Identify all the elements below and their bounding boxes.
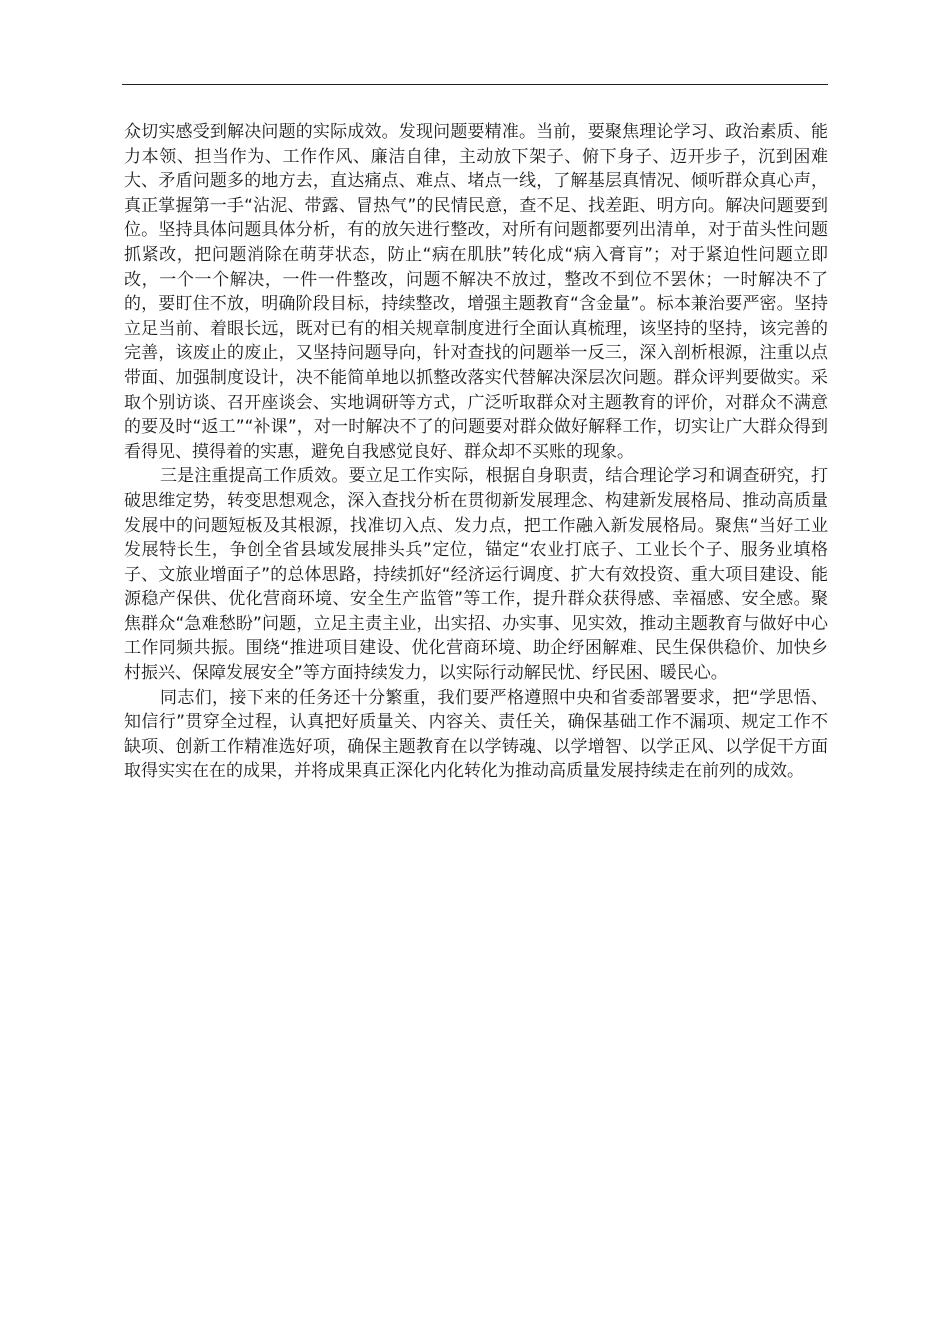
header-rule	[122, 84, 828, 85]
document-body	[124, 120, 828, 784]
paragraph-closing: 同志们，接下来的任务还十分繁重，我们要严格遵照中央和省委部署要求，把“学思悟、知信行”贯穿全过程，认真把好质量关、内容关、责任关，确保基础工作不漏项、规定工作不缺项、创新工作精准选好项，确保主题教育在以学铸魂、以学增智、以学正风、以学促干方面取得实实在在的成果，并将成果真正深化内化转化为推动高质量发展持续走在前列的成效。	[124, 687, 828, 782]
paragraph-work-quality: 三是注重提高工作质效。要立足工作实际，根据自身职责，结合理论学习和调查研究，打破思维定势，转变思想观念，深入查找分析在贯彻新发展理念、构建新发展格局、推动高质量发展中的问题短板及其根源，找准切入点、发力点，把工作融入新发展格局。聚焦“当好工业发展特长生，争创全省县域发展排头兵”定位，锚定“农业打底子、工业长个子、服务业填格子、文旅业增面子”的总体思路，持续抓好“经济运行调度、扩大有效投资、重大项目建设、能源稳产保供、优化营商环境、安全生产监管”等工作，提升群众获得感、幸福感、安全感。聚焦群众“急难愁盼”问题，立足主责主业，出实招、办实事、见实效，推动主题教育与做好中心工作同频共振。围绕“推进项目建设、优化营商环境、助企纾困解难、民生保供稳价、加快乡村振兴、保障发展安全”等方面持续发力，以实际行动解民忧、纾民困、暖民心。	[124, 466, 828, 684]
paragraph-continuation: 众切实感受到解决问题的实际成效。发现问题要精准。当前，要聚焦理论学习、政治素质、能力本领、担当作为、工作作风、廉洁自律，主动放下架子、俯下身子、迈开步子，沉到困难大、矛盾问题多的地方去，直达痛点、难点、堵点一线，了解基层真情况、倾听群众真心声，真正掌握第一手“沾泥、带露、冒热气”的民情民意，查不足、找差距、明方向。解决问题要到位。坚持具体问题具体分析，有的放矢进行整改，对所有问题都要列出清单，对于苗头性问题抓紧改，把问题消除在萌芽状态，防止“病在肌肤”转化成“病入膏肓”；对于紧迫性问题立即改，一个一个解决，一件一件整改，问题不解决不放过，整改不到位不罢休；一时解决不了的，要盯住不放，明确阶段目标，持续整改，增强主题教育“含金量”。标本兼治要严密。坚持立足当前、着眼长远，既对已有的相关规章制度进行全面认真梳理，该坚持的坚持，该完善的完善，该废止的废止，又坚持问题导向，针对查找的问题举一反三，深入剖析根源，注重以点带面、加强制度设计，决不能简单地以抓整改落实代替解决深层次问题。群众评判要做实。采取个别访谈、召开座谈会、实地调研等方式，广泛听取群众对主题教育的评价，对群众不满意的要及时“返工”“补课”，对一时解决不了的问题要对群众做好解释工作，切实让广大群众得到看得见、摸得着的实惠，避免自我感觉良好、群众却不买账的现象。	[124, 122, 828, 462]
